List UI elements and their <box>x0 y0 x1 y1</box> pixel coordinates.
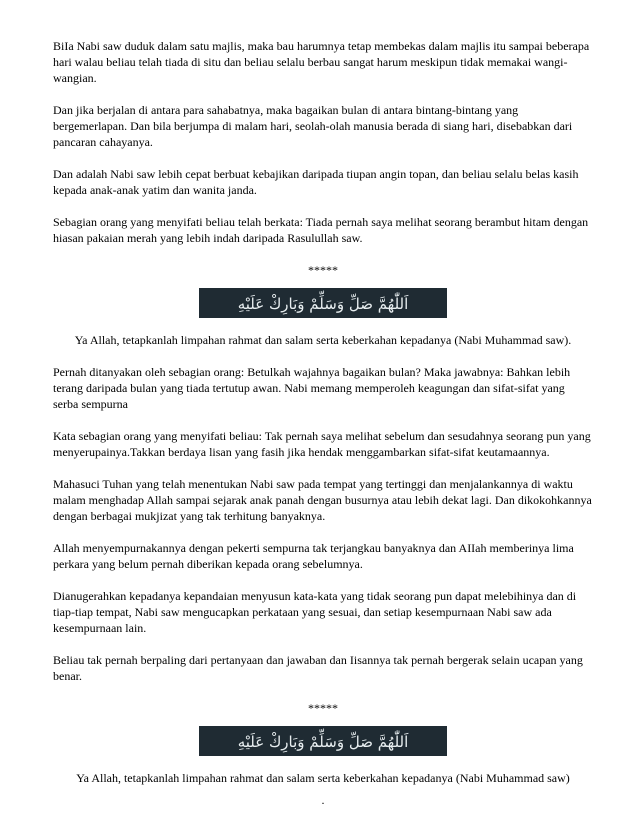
paragraph-black-hair: Sebagian orang yang menyifati beliau telah berkata: Tiada pernah saya melihat seorang berambut hitam dengan hiasan pakaian merah yang lebih indah daripada Rasulullah saw. <box>53 215 589 245</box>
paragraph-moon-among-stars: Dan jika berjalan di antara para sahabatnya, maka bagaikan bulan di antara bintang-bintang yang bergemerlapan. Dan bila berjumpa di malam hari, seolah-olah manusia berada di siang hari, disebabkan dari pancaran cahayanya. <box>53 103 573 149</box>
salawat-translation: Ya Allah, tetapkanlah limpahan rahmat dan salam serta keberkahan kepadanya (Nabi Muhammad saw). <box>74 333 572 347</box>
paragraph-face-like-moon: Pernah ditanyakan oleh sebagian orang: Betulkah wajahnya bagaikan bulan? Maka jawabnya: Bahkan lebih terang daripada bulan yang tiada tertutup awan. Nabi memang memperoleh keagungan dan sifat-sifat yang serba sempurna <box>53 365 571 411</box>
arabic-salawat-calligraphy-icon <box>199 288 447 318</box>
salawat-banner-wrapper <box>53 726 593 756</box>
salawat-banner <box>199 726 447 756</box>
salawat-banner-wrapper <box>53 288 593 318</box>
paragraph-fragrance: BiIa Nabi saw duduk dalam satu majlis, maka bau harumnya tetap membekas dalam majlis itu sampai beberapa hari walau beliau telah tiada di situ dan beliau selalu berbau sangat harum meskipun tidak memakai wangi-wangian. <box>53 39 590 85</box>
section-separator: ***** <box>308 263 338 277</box>
paragraph-kindness: Dan adalah Nabi saw lebih cepat berbuat kebajikan daripada tiupan angin topan, dan beliau selalu belas kasih kepada anak-anak yatim dan wanita janda. <box>53 167 579 197</box>
document-page <box>53 38 593 808</box>
salawat-translation: Ya Allah, tetapkanlah limpahan rahmat dan salam serta keberkahan kepadanya (Nabi Muhammad saw) <box>76 771 570 785</box>
salawat-arabic-text: اَللّٰهُمَّ صَلِّ وَسَلِّمْ وَبَارِكْ عَلَيْهِ <box>237 733 409 751</box>
paragraph-no-likeness: Kata sebagian orang yang menyifati beliau: Tak pernah saya melihat sebelum dan sesudahnya seorang pun yang menyerupainya.Takkan berdaya lisan yang fasih jika hendak menggambarkan sifat-sifat keutamaannya. <box>53 429 591 459</box>
section-separator: ***** <box>308 701 338 715</box>
arabic-salawat-calligraphy-icon <box>199 726 447 756</box>
paragraph-perfect-character: Allah menyempurnakannya dengan pekerti sempurna tak terjangkau banyaknya dan AIIah memberinya lima perkara yang belum pernah diberikan kepada orang sebelumnya. <box>53 541 574 571</box>
paragraph-truthful-speech: Beliau tak pernah berpaling dari pertanyaan dan jawaban dan Iisannya tak pernah bergerak selain ucapan yang benar. <box>53 653 583 683</box>
salawat-arabic-text: اَللّٰهُمَّ صَلِّ وَسَلِّمْ وَبَارِكْ عَلَيْهِ <box>237 295 409 313</box>
paragraph-highest-place: Mahasuci Tuhan yang telah menentukan Nabi saw pada tempat yang tertinggi dan menjalankannya di waktu malam menghadap Allah sampai sejarak anak panah dengan busurnya atau lebih dekat lagi. Dan dikokohkannya dengan berbagai mukjizat yang tak terhitung banyaknya. <box>53 477 592 523</box>
salawat-banner <box>199 288 447 318</box>
footer-mark: . <box>321 793 325 807</box>
paragraph-eloquence: Dianugerahkan kepadanya kepandaian menyusun kata-kata yang tidak seorang pun dapat melebihinya dan di tiap-tiap tempat, Nabi saw mengucapkan perkataan yang sesuai, dan setiap kesempurnaan Nabi saw ada kesempurnaan lain. <box>53 589 577 635</box>
